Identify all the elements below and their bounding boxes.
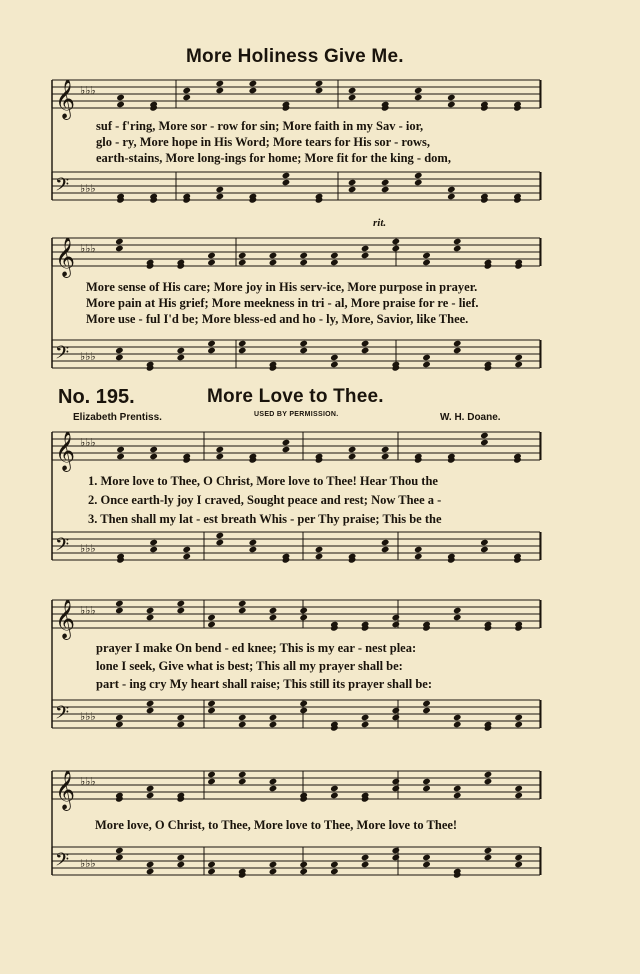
system2-bass-note — [453, 340, 462, 347]
system3-key-signature-bass: ♭♭♭ — [80, 542, 96, 555]
system2-bass-note — [177, 347, 186, 354]
system3-treble-note — [215, 446, 224, 453]
system1-treble-note — [315, 87, 324, 94]
system5-bass-note — [361, 854, 370, 861]
system4-treble-note — [299, 607, 308, 614]
system5-bass-note — [330, 861, 339, 868]
system5-bass-note — [330, 868, 339, 875]
system2-treble-note — [422, 252, 431, 259]
rit-marking: rit. — [373, 217, 387, 229]
system1-treble-note — [116, 101, 125, 108]
system5-bass-note — [146, 861, 155, 868]
system2-treble-note — [330, 259, 339, 266]
system5-treble-note — [269, 778, 278, 785]
system5-treble-note — [207, 771, 216, 778]
system2-treble-note — [453, 238, 462, 245]
system3-treble-note — [215, 453, 224, 460]
system5-bass-note — [115, 847, 124, 854]
hymn2-l1-v2: 2. Once earth-ly joy I craved, Sought peace and rest; Now Thee a - — [88, 493, 442, 507]
system1-bass-note — [381, 179, 390, 186]
system5-treble-note — [422, 778, 431, 785]
system1-treble-note — [182, 94, 191, 101]
system3-bass-note — [149, 546, 158, 553]
system1-treble-clef: 𝄞 — [55, 79, 76, 119]
system5-treble-note — [484, 778, 493, 785]
system3-treble-note — [348, 453, 357, 460]
hymn2-l1-v1: 1. More love to Thee, O Christ, More love to Thee! Hear Thou the — [88, 474, 438, 488]
system2-bass-note — [330, 361, 339, 368]
system4-bass-note — [453, 721, 462, 728]
system5-treble-note — [392, 778, 401, 785]
system5-bass-note — [514, 861, 523, 868]
system3-bass-note — [182, 546, 191, 553]
system1-treble-note — [182, 87, 191, 94]
system3-treble-note — [149, 446, 158, 453]
system4-bass-note — [207, 700, 216, 707]
system2-treble-note — [299, 252, 308, 259]
system2-bass-note — [115, 347, 124, 354]
system5-bass-note — [269, 868, 278, 875]
system4-bass-note — [269, 721, 278, 728]
system1-bass-note — [215, 193, 224, 200]
system3-treble-note — [381, 446, 390, 453]
system5-bass-note — [514, 854, 523, 861]
system2-bass-note — [361, 347, 370, 354]
system2-treble-note — [269, 252, 278, 259]
system2-bass-note — [514, 354, 523, 361]
system2-bass-note — [238, 347, 247, 354]
system5-treble-note — [269, 785, 278, 792]
hymn1-l2-v3: More use - ful I'd be; More bless-ed and ho - ly, More, Savior, like Thee. — [86, 312, 469, 326]
system5-bass-note — [361, 861, 370, 868]
composer: W. H. Doane. — [440, 412, 501, 423]
system3-bass-note — [480, 539, 489, 546]
system2-bass-clef: 𝄢 — [55, 343, 70, 368]
system4-bass-note — [207, 707, 216, 714]
system2-treble-note — [392, 245, 401, 252]
system4-bass-note — [453, 714, 462, 721]
system1-bass-note — [447, 193, 456, 200]
system4-treble-note — [207, 614, 216, 621]
system2-treble-clef: 𝄞 — [55, 237, 76, 277]
system3-treble-note — [149, 453, 158, 460]
system5-bass-clef: 𝄢 — [55, 850, 70, 875]
system5-key-signature: ♭♭♭ — [80, 775, 96, 788]
system4-bass-note — [361, 721, 370, 728]
system5-treble-note — [330, 785, 339, 792]
system1-treble-note — [414, 94, 423, 101]
system2-treble-note — [238, 252, 247, 259]
system1-treble-note — [116, 94, 125, 101]
system2-bass-note — [453, 347, 462, 354]
system1-bass-note — [414, 172, 423, 179]
system5-treble-note — [514, 785, 523, 792]
system4-treble-note — [453, 607, 462, 614]
system1-treble-note — [315, 80, 324, 87]
system1-bass-note — [348, 186, 357, 193]
system3-bass-note — [381, 546, 390, 553]
system3-bass-note — [315, 546, 324, 553]
system4-bass-note — [115, 714, 124, 721]
system3-bass-note — [414, 553, 423, 560]
system4-treble-note — [238, 600, 247, 607]
hymn2-l1-v3: 3. Then shall my lat - est breath Whis - per Thy praise; This be the — [88, 512, 442, 526]
system2-treble-note — [238, 259, 247, 266]
system1-bass-note — [414, 179, 423, 186]
system4-bass-note — [514, 714, 523, 721]
system2-bass-note — [207, 340, 216, 347]
system2-treble-note — [330, 252, 339, 259]
hymn-number: No. 195. — [58, 386, 135, 408]
system2-treble-note — [392, 238, 401, 245]
system1-treble-note — [414, 87, 423, 94]
system5-bass-note — [177, 854, 186, 861]
system4-treble-note — [238, 607, 247, 614]
system2-treble-note — [115, 238, 124, 245]
system2-bass-note — [177, 354, 186, 361]
system4-bass-note — [146, 707, 155, 714]
system4-treble-note — [177, 600, 186, 607]
system4-bass-note — [422, 700, 431, 707]
hymn2-title: More Love to Thee. — [207, 386, 384, 407]
system1-key-signature-bass: ♭♭♭ — [80, 182, 96, 195]
system5-bass-note — [299, 861, 308, 868]
hymn1-title: More Holiness Give Me. — [186, 46, 404, 67]
system4-bass-note — [514, 721, 523, 728]
hymn1-l1-v1: suf - f'ring, More sor - row for sin; More faith in my Sav - ior, — [96, 119, 424, 133]
system3-treble-note — [282, 446, 291, 453]
system4-key-signature-bass: ♭♭♭ — [80, 710, 96, 723]
system5-treble-clef: 𝄞 — [55, 770, 76, 810]
system3-bass-note — [249, 546, 258, 553]
system3-treble-note — [116, 446, 125, 453]
system1-bass-note — [447, 186, 456, 193]
system2-bass-note — [299, 340, 308, 347]
system1-treble-note — [348, 87, 357, 94]
system3-bass-clef: 𝄢 — [55, 535, 70, 560]
system1-bass-note — [282, 172, 291, 179]
system3-bass-note — [182, 553, 191, 560]
system2-treble-note — [207, 252, 216, 259]
system2-bass-note — [238, 340, 247, 347]
system3-bass-note — [414, 546, 423, 553]
system1-bass-note — [381, 186, 390, 193]
hymn1-l1-v3: earth-stains, More long-ings for home; More fit for the king - dom, — [96, 151, 451, 165]
system4-bass-note — [238, 714, 247, 721]
system2-bass-note — [330, 354, 339, 361]
system5-bass-note — [392, 847, 401, 854]
lyricist: Elizabeth Prentiss. — [73, 412, 162, 423]
system4-treble-note — [392, 621, 401, 628]
system5-bass-note — [269, 861, 278, 868]
system3-treble-note — [381, 453, 390, 460]
system5-bass-note — [484, 854, 493, 861]
system5-treble-note — [238, 771, 247, 778]
system3-treble-note — [480, 439, 489, 446]
system4-treble-note — [299, 614, 308, 621]
system4-key-signature: ♭♭♭ — [80, 604, 96, 617]
hymn1-l2-v1: More sense of His care; More joy in His serv-ice, More purpose in prayer. — [86, 280, 478, 294]
system5-bass-note — [177, 861, 186, 868]
system1-treble-note — [447, 101, 456, 108]
hymn2-l2-v2: lone I seek, Give what is best; This all my prayer shall be: — [96, 659, 403, 673]
system4-treble-note — [269, 607, 278, 614]
system1-treble-note — [447, 94, 456, 101]
system4-bass-note — [392, 714, 401, 721]
system4-treble-note — [269, 614, 278, 621]
system1-bass-note — [282, 179, 291, 186]
system4-bass-note — [269, 714, 278, 721]
system3-treble-note — [282, 439, 291, 446]
system4-bass-note — [146, 700, 155, 707]
system5-bass-note — [207, 861, 216, 868]
system4-bass-note — [177, 714, 186, 721]
system5-bass-note — [115, 854, 124, 861]
system5-bass-note — [422, 861, 431, 868]
system4-bass-note — [238, 721, 247, 728]
system4-treble-note — [115, 607, 124, 614]
system2-bass-note — [422, 361, 431, 368]
system2-key-signature: ♭♭♭ — [80, 242, 96, 255]
system5-treble-note — [453, 792, 462, 799]
system5-treble-note — [484, 771, 493, 778]
system3-treble-note — [480, 432, 489, 439]
system2-treble-note — [422, 259, 431, 266]
system4-treble-note — [392, 614, 401, 621]
system5-bass-note — [484, 847, 493, 854]
system4-treble-clef: 𝄞 — [55, 599, 76, 639]
system3-treble-clef: 𝄞 — [55, 431, 76, 471]
system3-bass-note — [249, 539, 258, 546]
system5-bass-note — [392, 854, 401, 861]
system3-bass-note — [480, 546, 489, 553]
system4-bass-note — [177, 721, 186, 728]
system1-treble-note — [215, 80, 224, 87]
system5-treble-note — [453, 785, 462, 792]
system1-bass-clef: 𝄢 — [55, 175, 70, 200]
system2-treble-note — [207, 259, 216, 266]
system1-treble-note — [215, 87, 224, 94]
system2-treble-note — [361, 252, 370, 259]
system4-treble-note — [177, 607, 186, 614]
system4-treble-note — [453, 614, 462, 621]
system5-treble-note — [146, 785, 155, 792]
system3-bass-note — [381, 539, 390, 546]
system5-treble-note — [422, 785, 431, 792]
system4-bass-clef: 𝄢 — [55, 703, 70, 728]
system5-treble-note — [330, 792, 339, 799]
system5-bass-note — [299, 868, 308, 875]
system4-bass-note — [299, 700, 308, 707]
system2-treble-note — [115, 245, 124, 252]
system5-treble-note — [392, 785, 401, 792]
system4-bass-note — [299, 707, 308, 714]
system1-bass-note — [215, 186, 224, 193]
permission-note: USED BY PERMISSION. — [254, 411, 339, 418]
system3-key-signature: ♭♭♭ — [80, 436, 96, 449]
hymn1-l2-v2: More pain at His grief; More meekness in tri - al, More praise for re - lief. — [86, 296, 479, 310]
system5-bass-note — [146, 868, 155, 875]
system4-treble-note — [115, 600, 124, 607]
system2-bass-note — [115, 354, 124, 361]
system5-treble-note — [146, 792, 155, 799]
hymn2-l3-refrain: More love, O Christ, to Thee, More love to Thee, More love to Thee! — [95, 818, 458, 832]
system1-treble-note — [249, 80, 258, 87]
system3-bass-note — [149, 539, 158, 546]
system2-bass-note — [299, 347, 308, 354]
system2-bass-note — [207, 347, 216, 354]
system4-bass-note — [392, 707, 401, 714]
system2-bass-note — [422, 354, 431, 361]
system2-treble-note — [453, 245, 462, 252]
system4-treble-note — [146, 607, 155, 614]
system4-treble-note — [207, 621, 216, 628]
system3-bass-note — [215, 539, 224, 546]
hymn1-l1-v2: glo - ry, More hope in His Word; More tears for His sor - rows, — [96, 135, 430, 149]
system2-bass-note — [361, 340, 370, 347]
system4-treble-note — [146, 614, 155, 621]
system2-key-signature-bass: ♭♭♭ — [80, 350, 96, 363]
hymn2-l2-v1: prayer I make On bend - ed knee; This is my ear - nest plea: — [96, 641, 417, 655]
system3-bass-note — [315, 553, 324, 560]
system1-treble-note — [348, 94, 357, 101]
system3-bass-note — [215, 532, 224, 539]
system4-bass-note — [361, 714, 370, 721]
system3-treble-note — [348, 446, 357, 453]
system1-key-signature: ♭♭♭ — [80, 84, 96, 97]
system2-treble-note — [361, 245, 370, 252]
system2-treble-note — [299, 259, 308, 266]
system2-bass-note — [514, 361, 523, 368]
system5-bass-note — [422, 854, 431, 861]
system5-treble-note — [238, 778, 247, 785]
hymn2-l2-v3: part - ing cry My heart shall raise; This still its prayer shall be: — [96, 677, 432, 691]
system4-bass-note — [115, 721, 124, 728]
system5-key-signature-bass: ♭♭♭ — [80, 857, 96, 870]
system3-treble-note — [116, 453, 125, 460]
system5-treble-note — [514, 792, 523, 799]
system1-bass-note — [348, 179, 357, 186]
system1-treble-note — [249, 87, 258, 94]
system5-bass-note — [207, 868, 216, 875]
system5-treble-note — [207, 778, 216, 785]
system4-bass-note — [422, 707, 431, 714]
system2-treble-note — [269, 259, 278, 266]
